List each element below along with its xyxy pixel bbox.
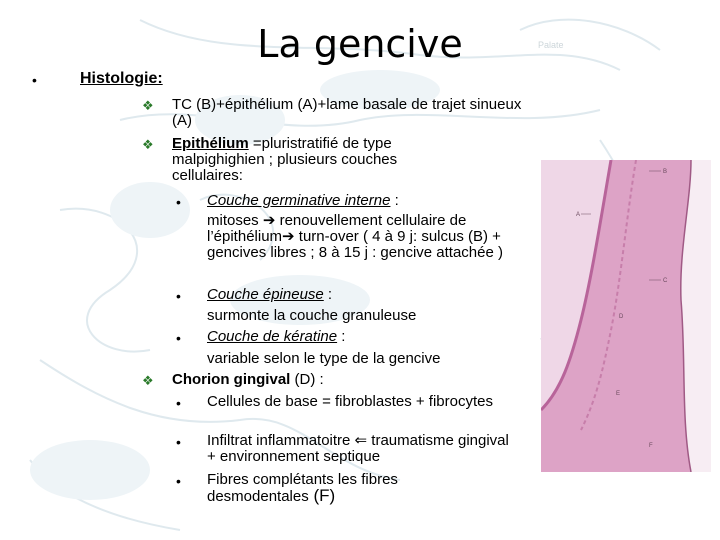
bg-label-palate: Palate	[538, 40, 564, 50]
diamond-bullet-icon: ❖	[142, 98, 154, 113]
item-chorion	[172, 372, 492, 388]
item-keratine-desc: variable selon le type de la gencive	[207, 350, 441, 367]
fibres-label: (F)	[308, 486, 336, 505]
micro-label-f: F	[649, 443, 653, 449]
histology-micrograph	[541, 160, 711, 472]
bullet-dot: •	[176, 473, 181, 489]
fibres-text: Fibres complétants les fibres desmodentales	[207, 471, 398, 505]
item-epithelium	[172, 136, 472, 184]
diamond-bullet-icon: ❖	[142, 373, 154, 388]
bullet-dot: •	[176, 395, 181, 411]
item-keratine-title	[207, 329, 527, 345]
epithelium-desc: =pluristratifié de type malpighighien ; plusieurs couches cellulaires:	[172, 135, 398, 184]
germinative-term: Couche germinative interne	[207, 192, 391, 209]
bullet-dot: •	[176, 434, 181, 450]
epineuse-term: Couche épineuse	[207, 286, 324, 303]
bullet-dot: •	[176, 330, 181, 346]
item-infiltrate: Infiltrat inflammatoitre ⇐ traumatisme gingival + environnement septique	[207, 432, 509, 465]
item-germinative-desc: mitoses ➔ renouvellement cellulaire de l’épithélium➔ turn-over ( 4 à 9 j: sulcus (B) + gencives libres ; 8 à 15 j : gencive attachée )	[207, 212, 504, 261]
item-epineuse-desc: surmonte la couche granuleuse	[207, 307, 417, 324]
chorion-term: Chorion gingival	[172, 371, 291, 388]
micro-label-b: B	[663, 169, 668, 175]
micro-label-a: A	[576, 212, 581, 218]
section-heading: Histologie:	[80, 70, 163, 87]
diamond-bullet-icon: ❖	[142, 137, 154, 152]
item-epineuse-title	[207, 287, 527, 303]
colon: :	[337, 328, 346, 345]
item-cells: Cellules de base = fibroblastes + fibrocytes	[207, 393, 493, 410]
chorion-desc: (D) :	[290, 371, 324, 388]
bullet-dot: •	[176, 194, 181, 210]
item-fibres	[207, 472, 467, 505]
colon: :	[390, 192, 399, 209]
micro-label-c: C	[663, 278, 668, 284]
epithelium-term: Epithélium	[172, 135, 249, 152]
bullet-dot: •	[176, 288, 181, 304]
micro-label-d: D	[619, 314, 624, 320]
item-germinative-title	[207, 193, 537, 209]
item-tc: TC (B)+épithélium (A)+lame basale de trajet sinueux (A)	[172, 96, 522, 129]
slide-title: La gencive	[257, 22, 463, 66]
bullet-dot: •	[32, 72, 37, 88]
colon: :	[323, 286, 333, 303]
keratine-term: Couche de kératine	[207, 328, 338, 345]
micro-label-e: E	[616, 391, 621, 397]
